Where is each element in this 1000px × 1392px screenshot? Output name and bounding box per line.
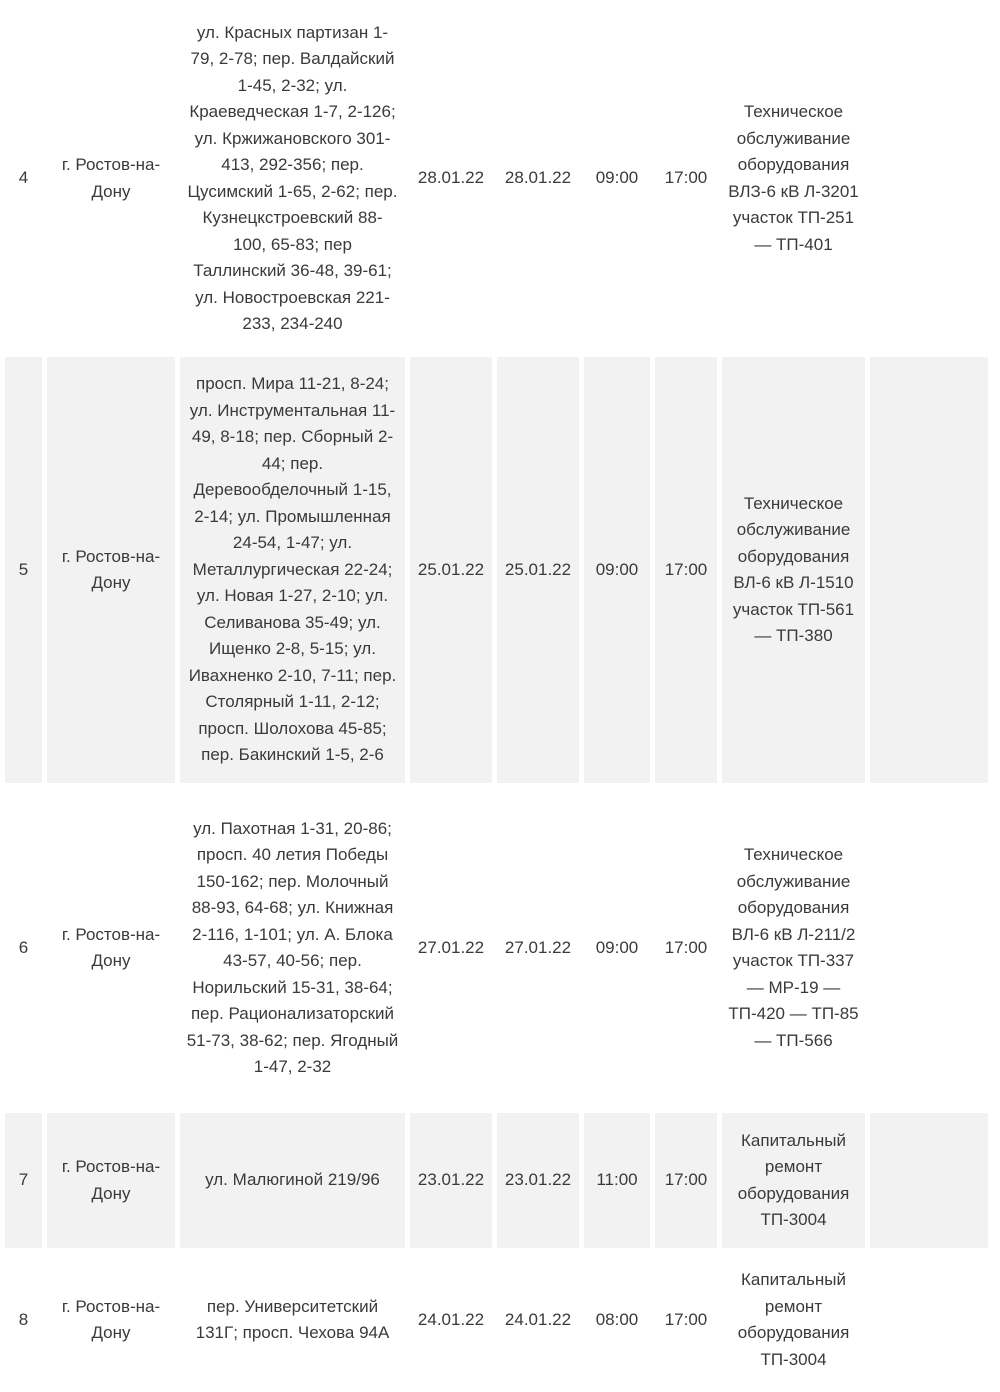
city-cell: г. Ростов-на-Дону: [47, 5, 175, 352]
note-cell: [870, 357, 988, 783]
time-end-cell: 17:00: [655, 5, 717, 352]
row-number: 6: [5, 788, 42, 1108]
time-start-cell: 11:00: [584, 1113, 650, 1248]
work-cell: Техническое обслуживание оборудования ВЛ-6 кВ Л-211/2 участок ТП-337 — МР-19 — ТП-420 — ТП-85 — ТП-566: [722, 788, 865, 1108]
work-cell: Капитальный ремонт оборудования ТП-3004: [722, 1113, 865, 1248]
date-end-cell: 28.01.22: [497, 5, 579, 352]
table-row: [5, 1113, 988, 1248]
table-row: [5, 788, 988, 1108]
date-start-cell: 23.01.22: [410, 1113, 492, 1248]
date-end-cell: 24.01.22: [497, 1253, 579, 1387]
date-start-cell: 27.01.22: [410, 788, 492, 1108]
time-end-cell: 17:00: [655, 1253, 717, 1387]
note-cell: [870, 1253, 988, 1387]
address-cell: ул. Пахотная 1-31, 20-86; просп. 40 летия Победы 150-162; пер. Молочный 88-93, 64-68; ул. Книжная 2-116, 1-101; ул. А. Блока 43-57, 40-56; пер. Норильский 15-31, 38-64; пер. Рационализаторский 51-73, 38-62; пер. Ягодный 1-47, 2-32: [180, 788, 405, 1108]
date-start-cell: 24.01.22: [410, 1253, 492, 1387]
city-cell: г. Ростов-на-Дону: [47, 788, 175, 1108]
row-number: 4: [5, 5, 42, 352]
city-cell: г. Ростов-на-Дону: [47, 357, 175, 783]
date-end-cell: 23.01.22: [497, 1113, 579, 1248]
work-cell: Капитальный ремонт оборудования ТП-3004: [722, 1253, 865, 1387]
city-cell: г. Ростов-на-Дону: [47, 1253, 175, 1387]
table-row: [5, 5, 988, 352]
row-number: 7: [5, 1113, 42, 1248]
date-end-cell: 25.01.22: [497, 357, 579, 783]
note-cell: [870, 788, 988, 1108]
date-start-cell: 25.01.22: [410, 357, 492, 783]
note-cell: [870, 5, 988, 352]
time-end-cell: 17:00: [655, 357, 717, 783]
work-cell: Техническое обслуживание оборудования ВЛЗ-6 кВ Л-3201 участок ТП-251 — ТП-401: [722, 5, 865, 352]
time-start-cell: 09:00: [584, 5, 650, 352]
address-cell: ул. Красных партизан 1-79, 2-78; пер. Валдайский 1-45, 2-32; ул. Краеведческая 1-7, 2-126; ул. Кржижановского 301-413, 292-356; пер. Цусимский 1-65, 2-62; пер. Кузнецкстроевский 88-100, 65-83; пер Таллинский 36-48, 39-61; ул. Новостроевская 221-233, 234-240: [180, 5, 405, 352]
city-cell: г. Ростов-на-Дону: [47, 1113, 175, 1248]
time-start-cell: 09:00: [584, 788, 650, 1108]
note-cell: [870, 1113, 988, 1248]
time-end-cell: 17:00: [655, 1113, 717, 1248]
address-cell: просп. Мира 11-21, 8-24; ул. Инструментальная 11-49, 8-18; пер. Сборный 2-44; пер. Деревообделочный 1-15, 2-14; ул. Промышленная 24-54, 1-47; ул. Металлургическая 22-24; ул. Новая 1-27, 2-10; ул. Селиванова 35-49; ул. Ищенко 2-8, 5-15; ул. Ивахненко 2-10, 7-11; пер. Столярный 1-11, 2-12; просп. Шолохова 45-85; пер. Бакинский 1-5, 2-6: [180, 357, 405, 783]
row-number: 5: [5, 357, 42, 783]
table-row: [5, 357, 988, 783]
date-end-cell: 27.01.22: [497, 788, 579, 1108]
table-row: [5, 1253, 988, 1387]
address-cell: ул. Малюгиной 219/96: [180, 1113, 405, 1248]
date-start-cell: 28.01.22: [410, 5, 492, 352]
time-end-cell: 17:00: [655, 788, 717, 1108]
address-cell: пер. Университетский 131Г; просп. Чехова 94А: [180, 1253, 405, 1387]
time-start-cell: 08:00: [584, 1253, 650, 1387]
row-number: 8: [5, 1253, 42, 1387]
time-start-cell: 09:00: [584, 357, 650, 783]
work-cell: Техническое обслуживание оборудования ВЛ-6 кВ Л-1510 участок ТП-561 — ТП-380: [722, 357, 865, 783]
